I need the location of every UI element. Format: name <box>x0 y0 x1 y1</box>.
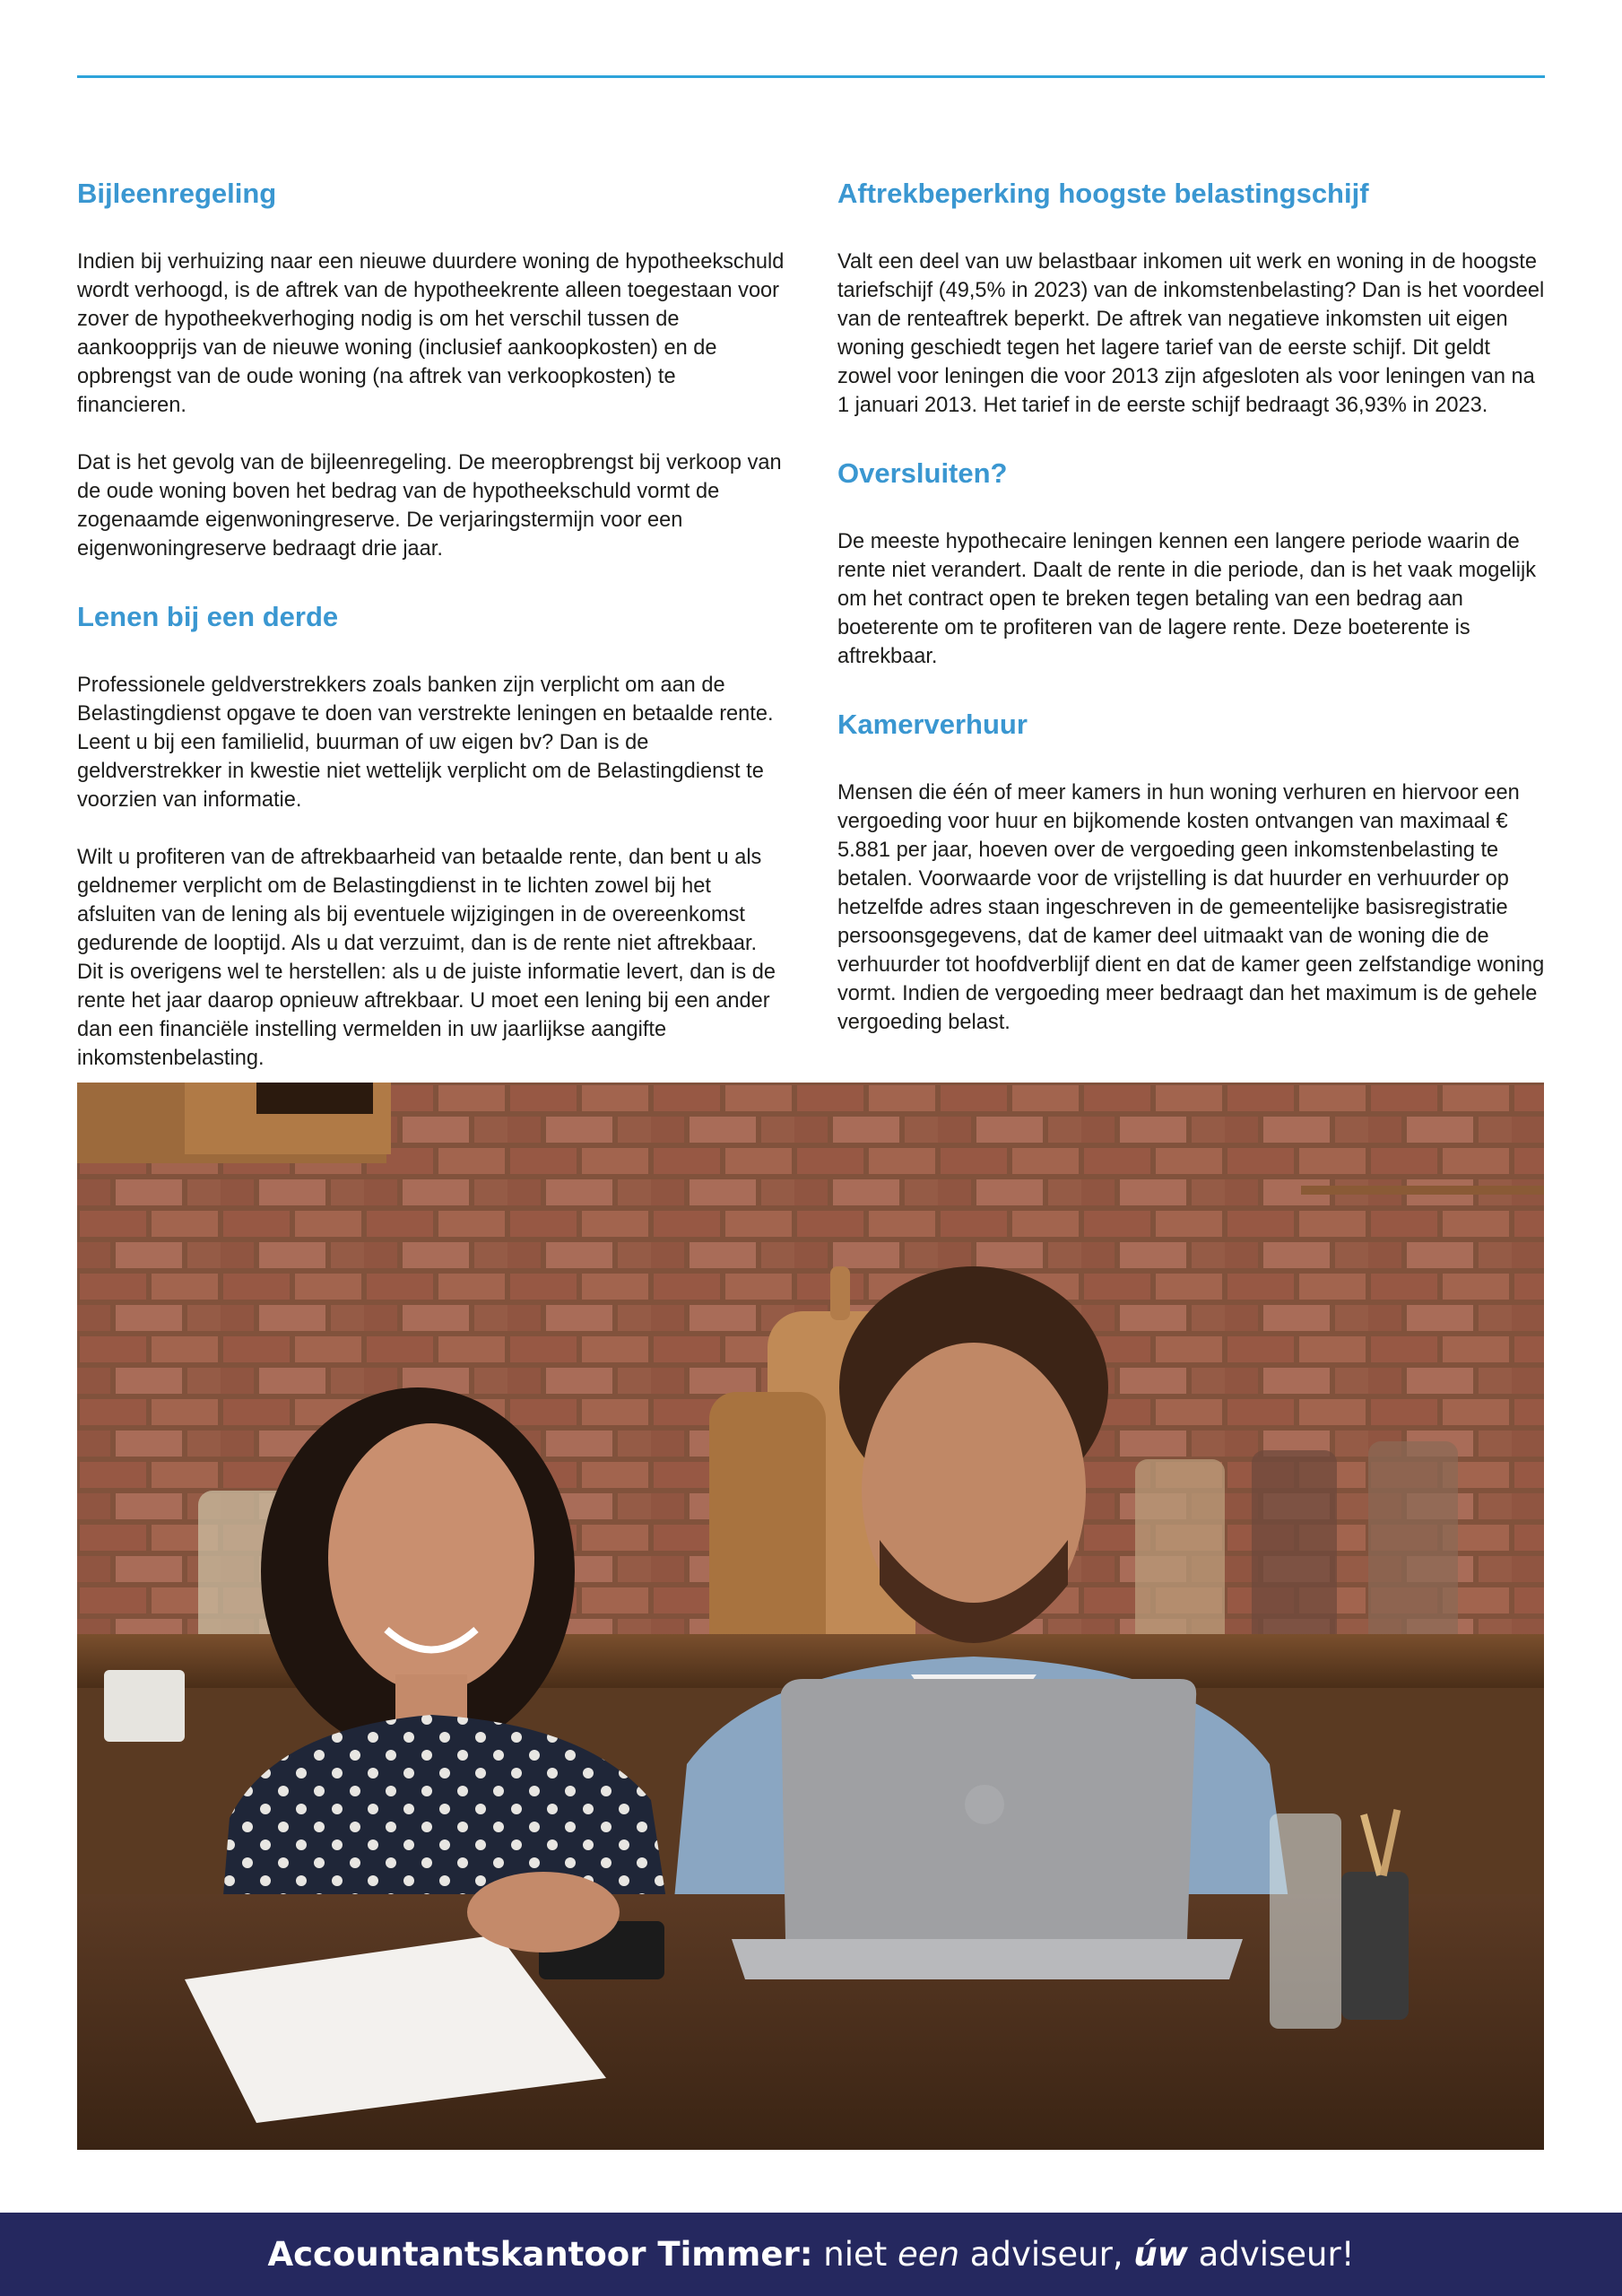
couple-with-laptop-photo <box>77 1083 1544 2150</box>
heading-kamerverhuur: Kamerverhuur <box>837 709 1028 740</box>
paragraph: Valt een deel van uw belastbaar inkomen uit werk en woning in de hoogste tariefschijf (49,5% in 2023) van de inkomstenbelasting? Dan is het voordeel van de renteaftrek beperkt. De aftrek van negatieve inkomsten uit eigen woning geschiedt tegen het lagere tarief van de eerste schijf. Dit geldt zowel voor leningen die voor 2013 zijn afgesloten als voor leningen van na 1 januari 2013. Het tarief in de eerste schijf bedraagt 36,93% in 2023. <box>837 250 1545 417</box>
paragraph: Professionele geldverstrekkers zoals banken zijn verplicht om aan de Belastingdienst opgave te doen van verstrekte leningen en betaalde rente. Leent u bij een familielid, buurman of uw eigen bv? Dan is de geldverstrekker in kwestie niet wettelijk verplicht om de Belastingdienst te voorzien van informatie. <box>77 674 774 812</box>
right-column <box>837 169 1546 1065</box>
footer-text: adviseur, <box>969 2235 1123 2274</box>
heading-oversluiten: Oversluiten? <box>837 457 1008 489</box>
footer-text: adviseur! <box>1198 2235 1355 2274</box>
footer-text: niet <box>823 2235 888 2274</box>
left-column <box>77 169 785 1101</box>
paragraph: Indien bij verhuizing naar een nieuwe duurdere woning de hypotheekschuld wordt verhoogd, is de aftrek van de hypotheekrente alleen toegestaan voor zover de hypotheekverhoging nodig is om het verschil tussen de aankoopprijs van de nieuwe woning (inclusief aankoopkosten) en de opbrengst van de oude woning (na aftrek van verkoopkosten) te financieren. <box>77 250 785 417</box>
heading-lenen-bij-een-derde: Lenen bij een derde <box>77 601 339 632</box>
footer-banner <box>0 2213 1622 2296</box>
footer-text-strong-emphasis: úw <box>1133 2235 1188 2274</box>
footer-brand: Accountantskantoor Timmer: <box>267 2235 813 2274</box>
paragraph: De meeste hypothecaire leningen kennen een langere periode waarin de rente niet verandert. Daalt de rente in die periode, dan is het vaak mogelijk om het contract open te breken tegen betaling van een bedrag aan boeterente om te profiteren van de lagere rente. Deze boeterente is aftrekbaar. <box>837 530 1537 668</box>
footer-text-emphasis: een <box>898 2235 960 2274</box>
paragraph: Wilt u profiteren van de aftrekbaarheid van betaalde rente, dan bent u als geldnemer verplicht om de Belastingdienst in te lichten zowel bij het afsluiten van de lening als bij eventuele wijzigingen in de overeenkomst gedurende de looptijd. Als u dat verzuimt, dan is de rente niet aftrekbaar. Dit is overigens wel te herstellen: als u de juiste informatie levert, dan is de rente het jaar daarop opnieuw aftrekbaar. U moet een lening bij een ander dan een financiële instelling vermelden in uw jaarlijkse aangifte inkomstenbelasting. <box>77 846 776 1070</box>
paragraph: Mensen die één of meer kamers in hun woning verhuren en hiervoor een vergoeding voor huur en bijkomende kosten ontvangen van maximaal € 5.881 per jaar, hoeven over de vergoeding geen inkomstenbelasting te betalen. Voorwaarde voor de vrijstelling is dat huurder en verhuurder op hetzelfde adres staan ingeschreven in de gemeentelijke basisregistratie persoonsgegevens, dat de kamer deel uitmaakt van de woning die de verhuurder tot hoofdverblijf dient en dat de kamer geen zelfstandige woning vormt. Indien de vergoeding meer bedraagt dan het maximum is de gehele vergoeding belast. <box>837 781 1545 1034</box>
top-divider <box>77 75 1545 78</box>
heading-aftrekbeperking: Aftrekbeperking hoogste belastingschijf <box>837 178 1369 209</box>
heading-bijleenregeling: Bijleenregeling <box>77 178 277 209</box>
paragraph: Dat is het gevolg van de bijleenregeling. De meeropbrengst bij verkoop van de oude woning boven het bedrag van de hypotheekschuld vormt de zogenaamde eigenwoningreserve. De verjaringstermijn voor een eigenwoningreserve bedraagt drie jaar. <box>77 451 782 561</box>
